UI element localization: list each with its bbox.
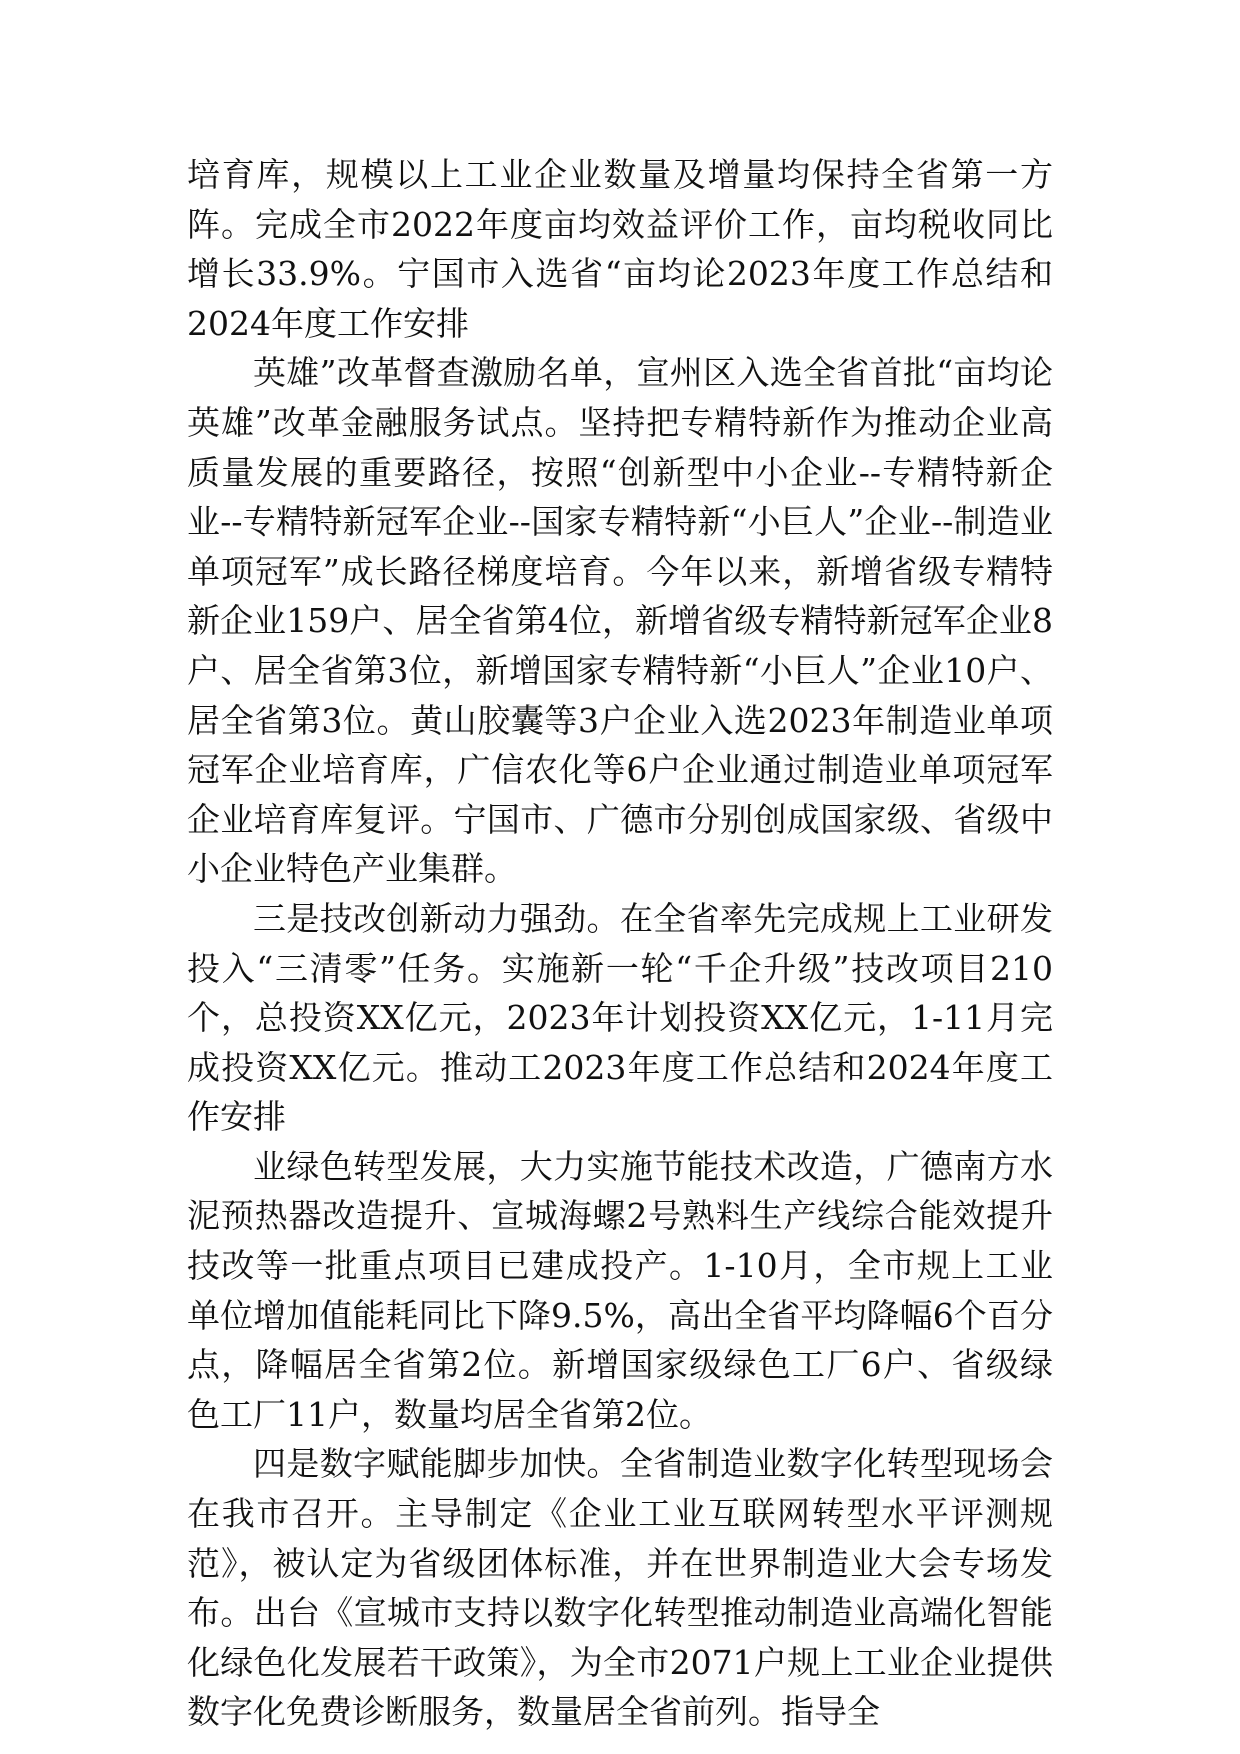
document-body [187, 150, 1053, 1737]
paragraph: 英雄”改革督查激励名单，宣州区入选全省首批“亩均论英雄”改革金融服务试点。坚持把专精特新作为推动企业高质量发展的重要路径，按照“创新型中小企业--专精特新企业--专精特新冠军企业--国家专精特新“小巨人”企业--制造业单项冠军”成长路径梯度培育。今年以来，新增省级专精特新企业159户、居全省第4位，新增省级专精特新冠军企业8户、居全省第3位，新增国家专精特新“小巨人”企业10户、居全省第3位。黄山胶囊等3户企业入选2023年制造业单项冠军企业培育库，广信农化等6户企业通过制造业单项冠军企业培育库复评。宁国市、广德市分别创成国家级、省级中小企业特色产业集群。 [187, 353, 1053, 889]
paragraph-continuation: 培育库，规模以上工业企业数量及增量均保持全省第一方阵。完成全市2022年度亩均效益评价工作，亩均税收同比增长33.9%。宁国市入选省“亩均论2023年度工作总结和2024年度工作安排 [187, 155, 1053, 343]
paragraph: 业绿色转型发展，大力实施节能技术改造，广德南方水泥预热器改造提升、宣城海螺2号熟料生产线综合能效提升技改等一批重点项目已建成投产。1-10月，全市规上工业单位增加值能耗同比下降9.5%，高出全省平均降幅6个百分点，降幅居全省第2位。新增国家级绿色工厂6户、省级绿色工厂11户，数量均居全省第2位。 [187, 1146, 1053, 1434]
paragraph: 三是技改创新动力强劲。在全省率先完成规上工业研发投入“三清零”任务。实施新一轮“千企升级”技改项目210个，总投资XX亿元，2023年计划投资XX亿元，1-11月完成投资XX亿元。推动工2023年度工作总结和2024年度工作安排 [187, 898, 1053, 1137]
paragraph: 四是数字赋能脚步加快。全省制造业数字化转型现场会在我市召开。主导制定《企业工业互联网转型水平评测规范》，被认定为省级团体标准，并在世界制造业大会专场发布。出台《宣城市支持以数字化转型推动制造业高端化智能化绿色化发展若干政策》，为全市2071户规上工业企业提供数字化免费诊断服务，数量居全省前列。指导全 [187, 1444, 1053, 1732]
